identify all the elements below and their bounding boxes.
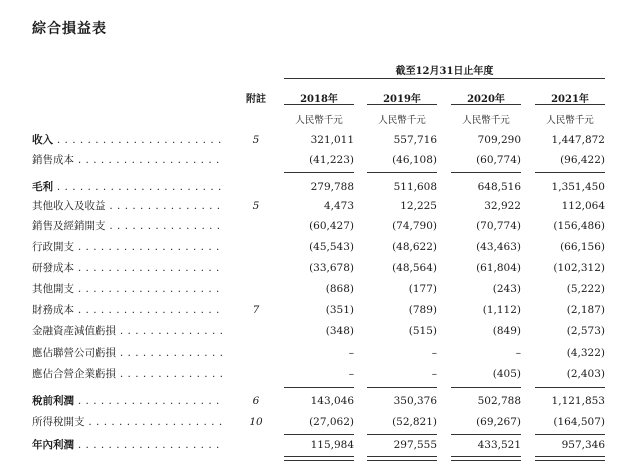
value-cell: (102,312) [553,262,605,274]
row-label: 應佔合營企業虧損 . . . [32,367,222,381]
value-cell: (70,774) [476,220,521,232]
value-cell: 1,447,872 [551,134,605,146]
value-cell: 4,473 [323,200,354,212]
value-cell: (66,156) [560,241,605,253]
value-cell: 350,376 [393,395,437,407]
year-header: 2021年 [551,94,589,105]
total-double-rule [284,456,354,461]
year-header: 2020年 [467,94,505,105]
value-cell: (515) [408,325,437,337]
table-row [0,324,629,344]
table-row [0,153,629,173]
value-cell: (177) [408,283,437,295]
value-cell: 1,351,450 [551,181,605,193]
row-label: 行政開支 . . . [32,240,222,254]
unit-label: 人民幣千元 [462,115,510,126]
row-label: 銷售成本 . . . [32,153,222,167]
value-cell: (60,427) [309,220,354,232]
subtotal-rule [451,172,521,173]
table-row [0,261,629,281]
total-double-rule [367,456,437,461]
value-cell: (405) [492,368,521,380]
row-label: 金融資產減值虧損 . . . [32,324,222,338]
year-header: 2019年 [383,94,421,105]
table-row [0,133,629,153]
unit-label: 人民幣千元 [378,115,426,126]
value-cell: (48,564) [392,262,437,274]
subtotal-rule [284,172,354,173]
value-cell: 502,788 [477,395,521,407]
value-cell: (43,463) [476,241,521,253]
subtotal-rule [367,387,437,388]
unit-label: 人民幣千元 [295,115,343,126]
value-cell: (33,678) [309,262,354,274]
row-note: 5 [252,200,260,212]
row-label: 研發成本 . . . [32,261,222,275]
subtotal-rule [535,387,605,388]
value-cell: 709,290 [477,134,521,146]
value-cell: (2,187) [566,304,605,316]
value-cell: 511,608 [393,181,437,193]
value-cell: (48,622) [392,241,437,253]
value-cell: (243) [492,283,521,295]
value-cell: 143,046 [310,395,354,407]
year-header-rule [284,104,354,105]
value-cell: (45,543) [309,241,354,253]
subtotal-rule [367,172,437,173]
table-row [0,394,629,414]
value-cell: (156,486) [553,220,605,232]
table-row [0,180,629,200]
value-cell: 279,788 [310,181,354,193]
table-row [0,199,629,219]
table-row [0,346,629,366]
value-cell: (1,112) [482,304,521,316]
row-label: 毛利 . . . [32,180,222,194]
value-cell: (96,422) [560,154,605,166]
value-cell: (348) [325,325,354,337]
value-cell: (46,108) [392,154,437,166]
period-header: 截至12月31日止年度 [395,66,494,77]
row-label: 所得稅開支 . . . [32,415,222,429]
value-cell: (41,223) [309,154,354,166]
subtotal-rule [284,387,354,388]
value-cell: (4,322) [566,347,605,359]
value-cell: 557,716 [393,134,437,146]
note-column-header: 附註 [246,94,266,105]
year-header: 2018年 [300,94,338,105]
value-cell: 12,225 [400,200,437,212]
period-rule [284,78,605,79]
value-cell: 648,516 [477,181,521,193]
page-title: 綜合損益表 [32,21,107,37]
value-cell: – [348,368,354,380]
value-cell: 321,011 [310,134,354,146]
value-cell: (2,403) [566,368,605,380]
row-note: 10 [249,416,263,428]
value-cell: (164,507) [553,416,605,428]
row-note: 6 [252,395,260,407]
row-label: 應佔聯營公司虧損 . . . [32,346,222,360]
value-cell: (5,222) [566,283,605,295]
value-cell: 115,984 [310,439,354,451]
subtotal-rule [367,434,437,435]
subtotal-rule [284,434,354,435]
table-row [0,240,629,260]
year-header-rule [451,104,521,105]
value-cell: 957,346 [561,439,605,451]
year-header-rule [367,104,437,105]
row-label: 其他收入及收益 . . . [32,199,222,213]
value-cell: – [348,347,354,359]
subtotal-rule [535,434,605,435]
value-cell: (2,573) [566,325,605,337]
value-cell: (27,062) [309,416,354,428]
value-cell: – [431,347,437,359]
row-label: 稅前利潤 . . . [32,394,222,408]
row-label: 年內利潤 . . . [32,438,222,452]
row-note: 5 [252,134,260,146]
value-cell: (74,790) [392,220,437,232]
table-row [0,303,629,323]
value-cell: (61,804) [476,262,521,274]
year-header-rule [535,104,605,105]
value-cell: (789) [408,304,437,316]
unit-label: 人民幣千元 [546,115,594,126]
row-label: 其他開支 . . . [32,282,222,296]
value-cell: (69,267) [476,416,521,428]
table-row [0,282,629,302]
total-double-rule [451,456,521,461]
table-row [0,438,629,458]
subtotal-rule [535,172,605,173]
value-cell: (60,774) [476,154,521,166]
value-cell: (52,821) [392,416,437,428]
row-label: 銷售及經銷開支 . . . [32,219,222,233]
subtotal-rule [451,387,521,388]
value-cell: – [515,347,521,359]
value-cell: 32,922 [484,200,521,212]
value-cell: 112,064 [561,200,605,212]
value-cell: – [431,368,437,380]
value-cell: (351) [325,304,354,316]
value-cell: (849) [492,325,521,337]
subtotal-rule [451,434,521,435]
value-cell: 433,521 [477,439,521,451]
row-label: 收入 . . . [32,133,222,147]
table-row [0,367,629,387]
value-cell: 297,555 [393,439,437,451]
table-row [0,219,629,239]
value-cell: 1,121,853 [551,395,605,407]
value-cell: (868) [325,283,354,295]
row-note: 7 [252,304,260,316]
total-double-rule [535,456,605,461]
row-label: 財務成本 . . . [32,303,222,317]
table-row [0,415,629,435]
